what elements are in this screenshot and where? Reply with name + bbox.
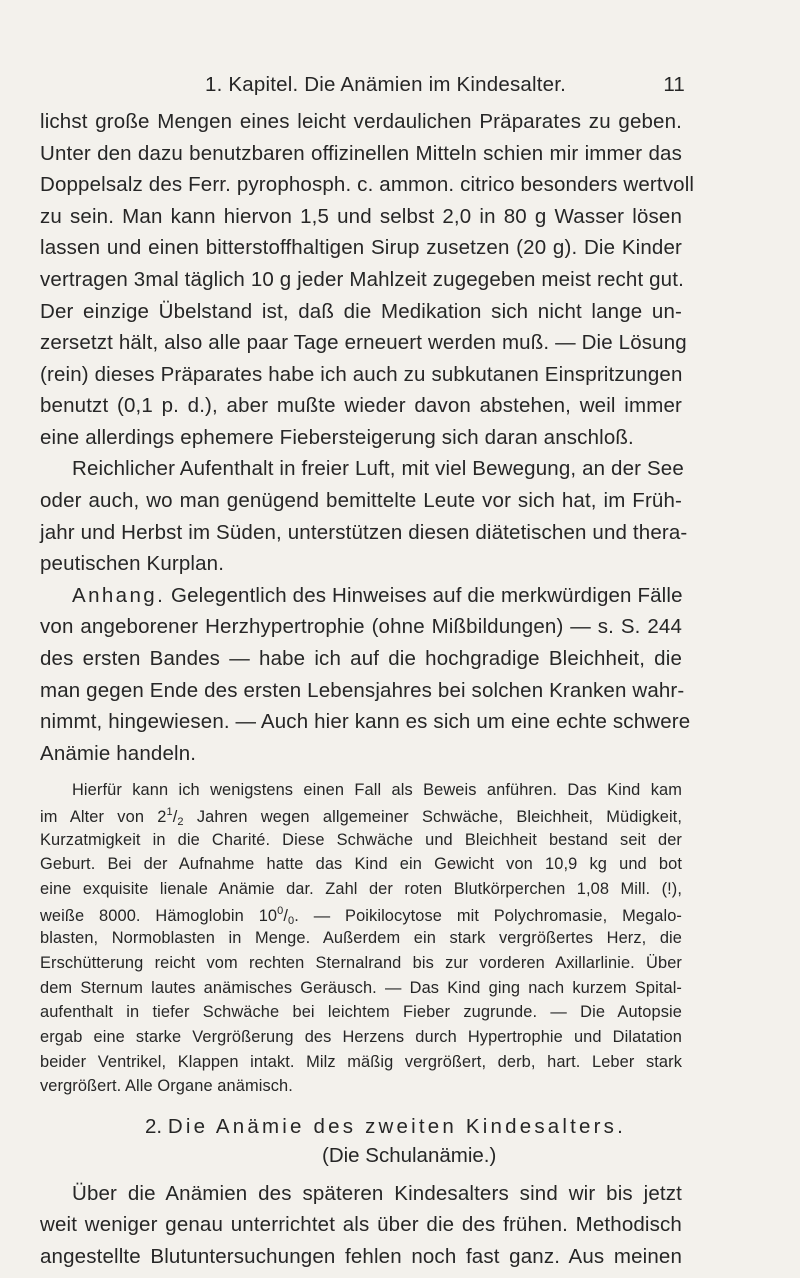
case-line: im Alter von $2^1/_2$ Jahren wegen allgemeiner Schwäche, Bleichheit, Müdigkeit, bbox=[40, 805, 682, 828]
text-line: von angeborener Herzhypertrophie (ohne Mißbildungen) — s. S. 244 bbox=[40, 615, 682, 639]
text-line: lassen und einen bitterstoffhaltigen Sirup zusetzen (20 g). Die Kinder bbox=[40, 236, 682, 260]
text-line: man gegen Ende des ersten Lebensjahres bei solchen Kranken wahr- bbox=[40, 678, 685, 702]
text-line: peutischen Kurplan. bbox=[40, 552, 225, 576]
text-line: vertragen 3mal täglich 10 g jeder Mahlzeit zugegeben meist recht gut. bbox=[40, 267, 684, 291]
case-line: Erschütterung reicht vom rechten Sternalrand bis zur vorderen Axillarlinie. Über bbox=[40, 953, 682, 972]
text-line: lichst große Mengen eines leicht verdaulichen Präparates zu geben. bbox=[40, 110, 682, 133]
text-line bbox=[72, 584, 682, 608]
text-line: Der einzige Übelstand ist, daß die Medikation sich nicht lange un- bbox=[40, 299, 682, 323]
case-line: dem Sternum lautes anämisches Geräusch. — Das Kind ging nach kurzem Spital- bbox=[40, 978, 682, 997]
text-line: jahr und Herbst im Süden, unterstützen diesen diätetischen und thera- bbox=[40, 520, 688, 544]
page-number: 11 bbox=[663, 73, 685, 96]
section-heading bbox=[145, 1115, 626, 1139]
text-line: benutzt (0,1 p. d.), aber mußte wieder davon abstehen, weil immer bbox=[40, 394, 682, 418]
text-line: Doppelsalz des Ferr. pyrophosph. c. ammon. citrico besonders wertvoll bbox=[40, 173, 695, 197]
section-subtitle: (Die Schulanämie.) bbox=[322, 1144, 497, 1168]
text-line: zu sein. Man kann hiervon 1,5 und selbst 2,0 in 80 g Wasser lösen bbox=[40, 204, 682, 228]
running-head bbox=[205, 73, 685, 97]
text-line: weit weniger genau unterrichtet als über die des frühen. Methodisch bbox=[40, 1213, 682, 1237]
text-line: Unter den dazu benutzbaren offizinellen Mitteln schien mir immer das bbox=[40, 141, 682, 165]
section-number: 2. bbox=[145, 1114, 163, 1138]
text-line: Reichlicher Aufenthalt in freier Luft, mit viel Bewegung, an der See bbox=[72, 457, 684, 481]
case-line: ergab eine starke Vergrößerung des Herzens durch Hypertrophie und Dilatation bbox=[40, 1027, 682, 1046]
case-line: Hierfür kann ich wenigstens einen Fall als Beweis anführen. Das Kind kam bbox=[72, 781, 682, 800]
case-line: blasten, Normoblasten in Menge. Außerdem ein stark vergrößertes Herz, die bbox=[40, 929, 682, 948]
text-line: zersetzt hält, also alle paar Tage erneuert werden muß. — Die Lösung bbox=[40, 331, 687, 355]
case-line: Geburt. Bei der Aufnahme hatte das Kind ein Gewicht von 10,9 kg und bot bbox=[40, 855, 682, 874]
appendix-label: Anhang. bbox=[72, 583, 166, 607]
running-title: 1. Kapitel. Die Anämien im Kindesalter. bbox=[205, 73, 567, 96]
text-line: (rein) dieses Präparates habe ich auch zu subkutanen Einspritzungen bbox=[40, 362, 683, 386]
section-title: Die Anämie des zweiten Kindesalters. bbox=[167, 1114, 626, 1138]
text-line: Anämie handeln. bbox=[40, 741, 197, 765]
text-line: oder auch, wo man genügend bemittelte Leute vor sich hat, im Früh- bbox=[40, 489, 682, 512]
text-line: des ersten Bandes — habe ich auf die hochgradige Bleichheit, die bbox=[40, 646, 682, 670]
appendix-text: Gelegentlich des Hinweises auf die merkwürdigen Fälle bbox=[165, 583, 683, 607]
text-line: eine allerdings ephemere Fiebersteigerung sich daran anschloß. bbox=[40, 425, 634, 449]
text-line: Über die Anämien des späteren Kindesalters sind wir bis jetzt bbox=[72, 1181, 682, 1205]
case-line: aufenthalt in tiefer Schwäche bei leichtem Fieber zugrunde. — Die Autopsie bbox=[40, 1003, 682, 1022]
case-line: Kurzatmigkeit in die Charité. Diese Schwäche und Bleichheit bestand seit der bbox=[40, 830, 682, 849]
text-line: nimmt, hingewiesen. — Auch hier kann es sich um eine echte schwere bbox=[40, 710, 691, 734]
case-line: vergrößert. Alle Organe anämisch. bbox=[40, 1077, 293, 1096]
text-line: angestellte Blutuntersuchungen fehlen noch fast ganz. Aus meinen bbox=[40, 1245, 682, 1268]
case-line: weiße 8000. Hämoglobin $10^0/_0$. — Poikilocytose mit Polychromasie, Megalo- bbox=[40, 904, 682, 927]
case-line: eine exquisite lienale Anämie dar. Zahl der roten Blutkörperchen 1,08 Mill. (!), bbox=[40, 879, 682, 898]
case-line: beider Ventrikel, Klappen intakt. Milz mäßig vergrößert, derb, hart. Leber stark bbox=[40, 1052, 682, 1071]
